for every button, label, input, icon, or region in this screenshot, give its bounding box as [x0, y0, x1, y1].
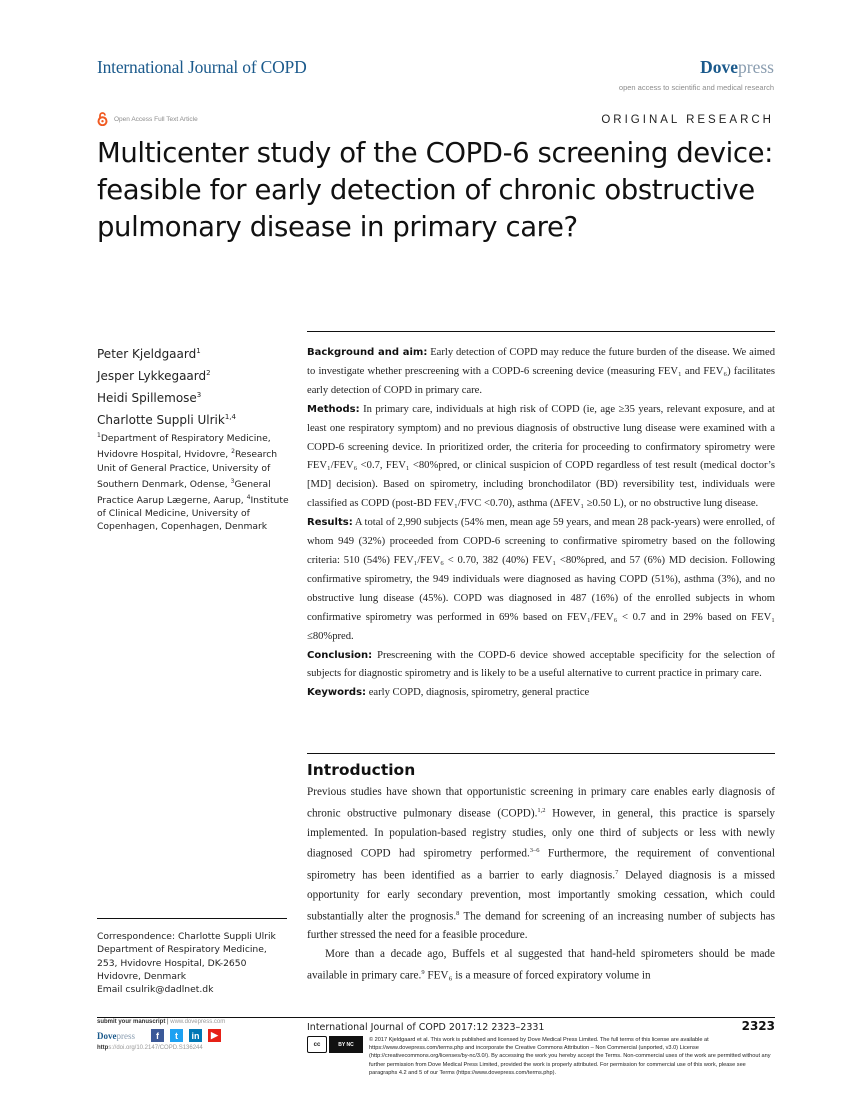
correspondence-line: Department of Respiratory Medicine, — [97, 944, 267, 956]
results-text: A total of 2,990 subjects (54% men, mean age 59 years, and mean 28 pack-years) were enrolled, of whom 949 (32%) proceeded from COPD-6 screening to confirmative spirometry based on the following criteria: 510 (54%) FEV₁/FEV₆ < 0.70, 382 (40%) FEV₁ <80%pred, and 57 (6%) MD decision. Following confirmative spirometry, the 949 individuals were diagnosed as having COPD (51%), asthma (3%), and no obstructive lung disease (45%). COPD was diagnosed in 487 (16%) of the enrolled subjects in whom confirmative spirometry was performed in 69% based on FEV₁/FEV₆ < 0.7 and in 29% based on FEV₁ ≤80%pred. — [307, 517, 775, 642]
author-name-text: Charlotte Suppli Ulrik — [97, 413, 225, 427]
social-links — [97, 1029, 287, 1042]
introduction-heading: Introduction — [307, 761, 416, 779]
abstract-top-rule — [307, 331, 775, 332]
page-number: 2323 — [741, 1019, 775, 1033]
journal-title: International Journal of COPD — [97, 57, 307, 77]
background-label: Background and aim: — [307, 347, 428, 358]
article-title: Multicenter study of the COPD-6 screening device: feasible for early detection of chronic obstructive pulmonary disease in primary care? — [97, 137, 774, 243]
footer-rule — [97, 1017, 775, 1018]
affiliation-text: Research Unit of General Practice, University of Southern Denmark, Odense, — [97, 449, 278, 490]
footer-brand-2: press — [116, 1030, 135, 1041]
keywords-label: Keywords: — [307, 687, 367, 699]
intro-paragraph-2: More than a decade ago, Buffels et al suggested that hand-held spirometers should be made available in primary care.$^9$ FEV₆ is a measure of forced expiratory volume in — [307, 948, 775, 982]
affiliation-number: 1 — [97, 432, 101, 439]
author-affiliation-marker: 1 — [196, 347, 201, 355]
footer-publisher-logo — [97, 1031, 135, 1041]
author-affiliation-marker: 3 — [196, 391, 202, 399]
conclusion-text: Prescreening with the COPD-6 device showed acceptable specificity for the selection of subjects for diagnostic spirometry and is likely to be a useful alternative to current practice in primary care. — [307, 649, 775, 680]
methods-text: In primary care, individuals at high risk of COPD (ie, age ≥35 years, relevant exposure, and at least one respiratory symptom) and no previous diagnosis of obstructive lung disease were examined with a COPD-6 screening device. In prioritized order, the criteria for proceeding to confirmatory spirometry were FEV₁/FEV₆ <0.7, FEV₁ <80%pred, or clinical suspicion of COPD regardless of test result (medical doctor’s [MD] decision). Based on spirometry, including bronchodilator (BD) reversibility test, individuals were classified as COPD (post-BD FEV₁/FVC <0.70), asthma (ΔFEV₁ ≥0.50 L), or no obstructive lung disease. — [307, 403, 775, 510]
creative-commons-icon — [307, 1036, 363, 1053]
citation: International Journal of COPD 2017:12 2323–2331 — [307, 1022, 545, 1033]
affiliation-text: General Practice Aarup Lægerne, Aarup, — [97, 478, 271, 507]
open-access-lock-icon — [97, 112, 108, 126]
abstract — [307, 344, 775, 703]
methods-label: Methods: — [307, 403, 360, 415]
doi-rest: s://doi.org/10.2147/COPD.S136244 — [108, 1045, 203, 1051]
open-access-badge — [97, 112, 198, 126]
author-affiliation-marker: 2 — [206, 369, 211, 377]
correspondence-line: Hvidovre, Denmark — [97, 970, 187, 982]
license-block — [307, 1036, 775, 1077]
citation-reference[interactable]: 1,2 — [537, 806, 546, 814]
affiliation-number: 3 — [230, 477, 235, 485]
cc-icon: cc — [307, 1036, 327, 1053]
publisher-tagline: open access to scientific and medical research — [618, 83, 774, 92]
by-nc-icon: BY NC — [329, 1036, 363, 1053]
author-list — [97, 342, 236, 430]
affiliation-number: 2 — [231, 448, 235, 456]
results-label: Results: — [307, 517, 353, 529]
author-name — [97, 386, 236, 408]
introduction-body — [307, 783, 775, 986]
open-access-label: Open Access Full Text Article — [114, 115, 198, 123]
license-text: © 2017 Kjeldgaard et al. This work is published and licensed by Dove Medical Press Limited. The full terms of this license are available at https://www.dovepress.com/terms.php and incorporate the Creative Commons Attribution – Non Commercial (unported, v3.0) License (http://creativecommons.org/licenses/by-nc/3.0/). By accessing the work you hereby accept the Terms. Non-commercial uses of the work are permitted without any further permission from Dove Medical Press Limited, provided the work is properly attributed. For permission for commercial use of this work, please see paragraphs 4.2 and 5 of our Terms (https://www.dovepress.com/terms.php). — [369, 1037, 771, 1076]
citation-reference[interactable]: 9 — [421, 969, 425, 977]
affiliation-text: Department of Respiratory Medicine, Hvidovre Hospital, Hvidovre, — [97, 433, 271, 461]
submit-manuscript[interactable]: submit your manuscript | www.dovepress.com — [97, 1019, 226, 1025]
author-name — [97, 364, 236, 386]
affiliation-number: 4 — [246, 494, 251, 501]
citation-reference[interactable]: 3–6 — [529, 847, 540, 855]
affiliation-text: Institute of Clinical Medicine, University of Copenhagen, Copenhagen, Denmark — [97, 495, 289, 533]
submit-url[interactable]: www.dovepress.com — [170, 1019, 226, 1025]
abstract-bottom-rule — [307, 753, 775, 754]
doi-prefix: http — [97, 1045, 109, 1051]
keywords-text: early COPD, diagnosis, spirometry, general practice — [368, 687, 590, 699]
correspondence-email[interactable]: Email csulrik@dadlnet.dk — [97, 984, 214, 996]
facebook-icon[interactable]: f — [151, 1029, 164, 1042]
correspondence-line: Correspondence: Charlotte Suppli Ulrik — [97, 931, 276, 942]
footer-right — [307, 1019, 775, 1077]
publisher-brand-2: press — [738, 57, 774, 77]
correspondence-rule — [97, 918, 287, 919]
affiliations — [97, 429, 297, 534]
submit-label: submit your manuscript — [97, 1019, 166, 1025]
publisher-logo — [700, 57, 774, 78]
citation-reference[interactable]: 7 — [615, 869, 619, 877]
author-name-text: Peter Kjeldgaard — [97, 347, 197, 361]
abstract-keywords — [307, 684, 775, 703]
abstract-background — [307, 344, 775, 401]
footer-brand-1: Dove — [97, 1030, 117, 1041]
background-text: Early detection of COPD may reduce the future burden of the disease. We aimed to investigate whether prescreening with a COPD-6 screening device (measuring FEV₁ and FEV₆) facilitates early detection of COPD in primary care. — [307, 347, 775, 396]
abstract-conclusion — [307, 647, 775, 685]
doi-link[interactable] — [97, 1045, 287, 1051]
author-affiliation-marker: 1,4 — [224, 413, 236, 421]
article-type: ORIGINAL RESEARCH — [601, 114, 774, 126]
publisher-brand-1: Dove — [700, 57, 739, 77]
twitter-icon[interactable]: t — [170, 1029, 183, 1042]
correspondence — [97, 930, 302, 996]
abstract-results — [307, 514, 775, 646]
youtube-icon[interactable]: ▶ — [208, 1029, 221, 1042]
author-name — [97, 342, 236, 364]
author-name-text: Jesper Lykkegaard — [97, 369, 207, 383]
intro-paragraph-1: Previous studies have shown that opportunistic screening in primary care enables early diagnosis of chronic obstructive pulmonary disease (COPD).$^{1,2}$ However, in general, this practice is sparsely implemented. In population-based registry studies, only one third of subjects or less with newly diagnosed COPD had spirometry performed.$^{3-6}$ Furthermore, the requirement of conventional spirometry has been identified as a barrier to early diagnosis.$^7$ Delayed diagnosis is a missed opportunity for early secondary prevention, most importantly smoking cessation, which could substantially alter the prognosis.$^8$ The demand for screening of an increasing number of subjects has further stressed the need for a feasible procedure. — [307, 786, 776, 942]
correspondence-line: 253, Hvidovre Hospital, DK-2650 — [97, 957, 247, 969]
footer-left — [97, 1019, 287, 1051]
abstract-methods — [307, 401, 775, 514]
author-name-text: Heidi Spillemose — [97, 391, 197, 405]
linkedin-icon[interactable]: in — [189, 1029, 202, 1042]
conclusion-label: Conclusion: — [307, 649, 373, 661]
author-name — [97, 408, 236, 430]
citation-reference[interactable]: 8 — [456, 909, 460, 917]
